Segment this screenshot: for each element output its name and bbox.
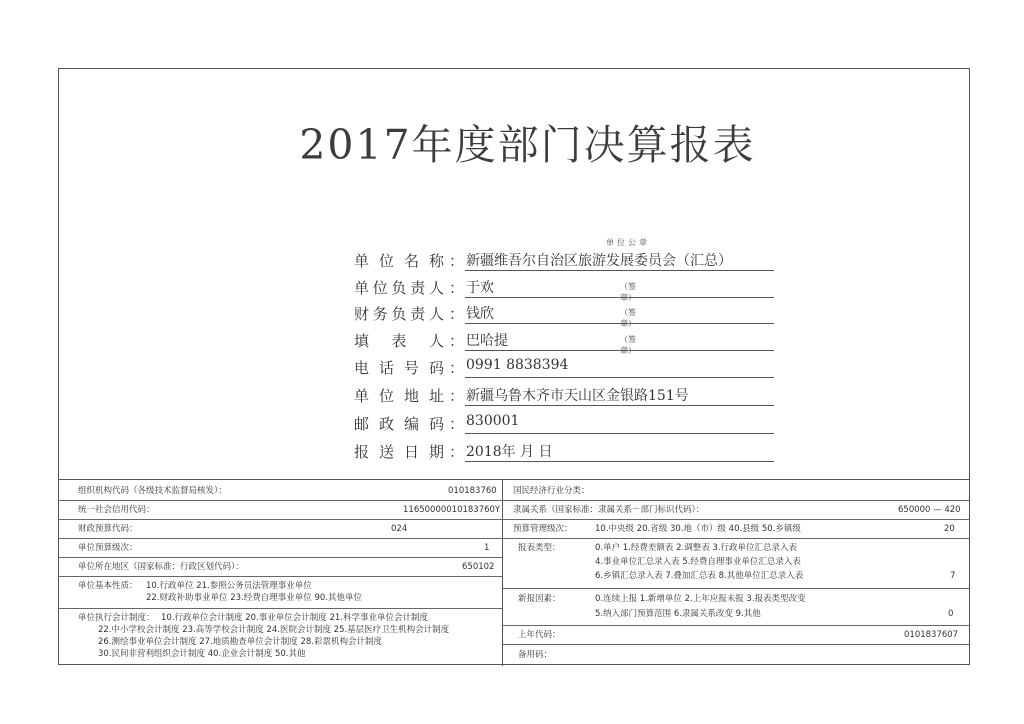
field-label: [354, 330, 444, 351]
field-underline: [465, 377, 774, 378]
prev-code-label: 上年代码：: [518, 630, 561, 640]
field-label: [354, 441, 444, 462]
accounting-line-2: 22.中小学校会计制度 23.高等学校会计制度 24.医院会计制度 25.基层医疗卫生机构会计制度: [98, 625, 450, 635]
row-line: [502, 625, 970, 626]
label-char: 财: [354, 305, 370, 323]
label-char: 电: [354, 359, 370, 377]
label-char: 人: [428, 279, 444, 297]
label-char: 日: [403, 443, 419, 461]
label-char: 地: [403, 387, 419, 405]
field-underline: [465, 405, 774, 406]
accounting-label: 单位执行会计制度：: [78, 613, 155, 623]
new-factor-line-2: 5.纳入部门预算范围 6.隶属关系改变 9.其他: [595, 609, 761, 619]
row-line: [58, 519, 502, 520]
mgmt-level-label: 预算管理级次：: [513, 524, 573, 534]
label-char: 责: [410, 305, 426, 323]
field-value: 于欢: [466, 280, 494, 296]
label-char: 负: [391, 305, 407, 323]
label-char: 位: [378, 252, 394, 270]
label-char: 人: [428, 332, 444, 350]
label-char: 人: [428, 305, 444, 323]
field-label: [354, 357, 444, 378]
row-line: [58, 500, 502, 501]
field-colon: ：: [449, 443, 465, 461]
label-char: 号: [403, 359, 419, 377]
label-char: 报: [354, 443, 370, 461]
field-label: [354, 413, 444, 434]
credit-code-value: 11650000010183760Y: [403, 505, 501, 515]
field-value: 钱欣: [466, 306, 494, 322]
row-line: [58, 608, 502, 609]
row-line: [58, 557, 502, 558]
mgmt-level-value: 20: [944, 524, 955, 534]
field-underline: [465, 270, 774, 271]
field-underline: [465, 323, 774, 324]
label-char: 名: [403, 252, 419, 270]
label-char: 编: [403, 415, 419, 433]
row-line: [58, 576, 502, 577]
label-char: 责: [410, 279, 426, 297]
label-char: 单: [354, 387, 370, 405]
affiliation-value: 650000 — 420: [898, 505, 961, 515]
report-type-label: 报表类型：: [518, 543, 561, 553]
field-label: [354, 277, 444, 298]
new-factor-label: 新报因素：: [518, 594, 561, 604]
signature-mark: （签章）: [620, 335, 636, 355]
new-factor-value: 0: [948, 609, 954, 619]
label-char: 政: [378, 415, 394, 433]
label-char: 码: [428, 359, 444, 377]
label-char: 邮: [354, 415, 370, 433]
mgmt-level-options: 10.中央级 20.省级 30.地（市）级 40.县级 50.乡镇级: [595, 524, 801, 534]
row-line: [58, 538, 502, 539]
label-char: 位: [378, 387, 394, 405]
row-line: [502, 588, 970, 589]
affiliation-label: 隶属关系（国家标准：隶属关系－部门标识代码）：: [513, 505, 705, 515]
row-line: [502, 538, 970, 539]
budget-level-label: 单位预算级次：: [78, 543, 138, 553]
field-value: 新疆维吾尔自治区旅游发展委员会（汇总）: [466, 253, 732, 269]
budget-level-value: 1: [484, 543, 490, 553]
label-char: 送: [378, 443, 394, 461]
field-underline: [465, 461, 774, 462]
label-char: 址: [428, 387, 444, 405]
row-line: [502, 644, 970, 645]
row-line: [502, 500, 970, 501]
label-char: 务: [372, 305, 388, 323]
field-value: 巴哈提: [466, 333, 508, 349]
label-char: 填: [354, 332, 370, 350]
report-type-value: 7: [950, 571, 956, 581]
signature-mark: （签章）: [620, 308, 636, 328]
report-type-line-1: 0.单户 1.经费差额表 2.调整表 3.行政单位汇总录入表: [595, 543, 798, 553]
credit-code-label: 统一社会信用代码：: [78, 505, 155, 515]
field-underline: [465, 297, 774, 298]
table-divider: [502, 480, 503, 666]
seal-label: 单位公章: [606, 238, 650, 247]
accounting-line-1: 10.行政单位会计制度 20.事业单位会计制度 21.科学事业单位会计制度: [161, 613, 428, 623]
org-code-value: 010183760: [448, 486, 497, 496]
region-label: 单位所在地区（国家标准：行政区划代码）：: [78, 562, 244, 572]
accounting-line-4: 30.民间非营利组织会计制度 40.企业会计制度 50.其他: [98, 649, 306, 659]
field-underline: [465, 350, 774, 351]
org-code-label: 组织机构代码（各级技术监督局核发）：: [78, 486, 227, 496]
field-value: 新疆乌鲁木齐市天山区金银路151号: [466, 388, 689, 404]
label-char: 位: [372, 279, 388, 297]
budget-code-label: 财政预算代码：: [78, 524, 138, 534]
label-char: 单: [354, 279, 370, 297]
label-char: 期: [428, 443, 444, 461]
field-colon: ：: [449, 252, 465, 270]
row-line: [502, 519, 970, 520]
field-colon: ：: [449, 332, 465, 350]
field-colon: ：: [449, 305, 465, 323]
label-char: 称: [428, 252, 444, 270]
accounting-line-3: 26.测绘事业单位会计制度 27.地质勘查单位会计制度 28.彩票机构会计制度: [98, 637, 382, 647]
field-colon: ：: [449, 415, 465, 433]
field-value: 830001: [466, 413, 520, 429]
field-colon: ：: [449, 359, 465, 377]
label-char: 负: [391, 279, 407, 297]
industry-label: 国民经济行业分类：: [513, 486, 590, 496]
info-table: [58, 479, 970, 666]
label-char: 话: [378, 359, 394, 377]
nature-label: 单位基本性质：: [78, 581, 138, 591]
field-colon: ：: [449, 387, 465, 405]
prev-code-value: 0101837607: [904, 630, 959, 640]
report-type-line-3: 6.乡镇汇总录入表 7.叠加汇总表 8.其他单位汇总录入表: [595, 571, 804, 581]
field-label: [354, 385, 444, 406]
label-char: 码: [428, 415, 444, 433]
signature-mark: （签章）: [620, 282, 636, 302]
label-char: 表: [391, 332, 407, 350]
report-title: 2017年度部门决算报表: [299, 121, 756, 169]
field-underline: [465, 433, 774, 434]
spare-code-label: 备用码：: [518, 650, 553, 660]
field-colon: ：: [449, 279, 465, 297]
nature-line-2: 22.财政补助事业单位 23.经费自理事业单位 90.其他单位: [146, 593, 362, 603]
field-label: [354, 250, 444, 271]
budget-code-value: 024: [391, 524, 408, 534]
report-type-line-2: 4.事业单位汇总录入表 5.经费自理事业单位汇总录入表: [595, 557, 801, 567]
label-char: 单: [354, 252, 370, 270]
new-factor-line-1: 0.连续上报 1.新增单位 2.上年应报未报 3.报表类型改变: [595, 594, 806, 604]
field-label: [354, 303, 444, 324]
field-value: 0991 8838394: [466, 357, 569, 373]
nature-line-1: 10.行政单位 21.参照公务员法管理事业单位: [146, 581, 312, 591]
region-value: 650102: [462, 562, 495, 572]
field-value: 2018年 月 日: [466, 444, 553, 460]
